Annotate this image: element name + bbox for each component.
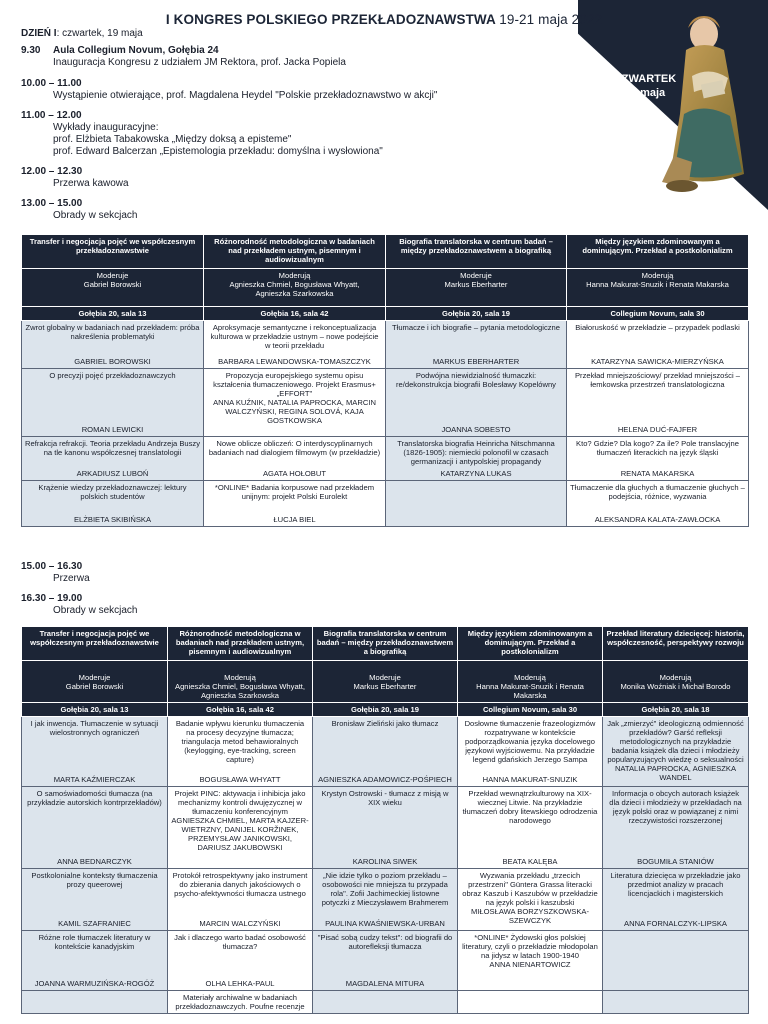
talk-cell (313, 931, 458, 991)
talk-title: Informacja o obcych autorach książek dla dzieci i młodzieży w przekładach na język polski oraz w powiązanej z nimi rzeczywistości rozszerzonej (609, 789, 742, 825)
talk-title: Dosłowne tłumaczenie frazeologizmów rozpatrywane w kontekście podporządkowania języka docelowego językowi wyjściowemu. Na przykładzie legend gdańskich Jerzego Sampa (464, 719, 596, 764)
talk-cell (567, 437, 749, 481)
agenda-time: 13.00 – 15.00 (21, 198, 83, 209)
talk-title: Jak „zmierzyć" ideologiczną odmienność przekładów? Garść refleksji metodologicznych na przykładzie badania książek dla dzieci i młodzieży popularyzujących wiedzę o seksualności (607, 719, 744, 764)
talk-title: Tłumaczenie dla głuchych a tłumaczenie głuchych – podejścia, różnice, wyzwania (570, 483, 745, 501)
badge-weekday: CZWARTEK (613, 73, 677, 85)
section-room: Collegium Novum, sala 30 (567, 307, 749, 321)
talk-author: ANNA BEDNARCZYK (57, 857, 132, 866)
talk-cell (168, 787, 313, 869)
section-moderators: Moderuje Gabriel Borowski (22, 269, 204, 307)
talk-author: ALEKSANDRA KALATA-ZAWŁOCKA (594, 515, 721, 524)
section-moderators: Moderują Hanna Makurat-Snuzik i Renata Makarska (458, 661, 603, 703)
talk-cell (22, 717, 168, 787)
talk-author: ARKADIUSZ LUBOŃ (76, 469, 149, 478)
section-header: Między językiem zdominowanym a dominującym. Przekład a postkolonializm (567, 235, 749, 269)
section-header: Różnorodność metodologiczna w badaniach nad przekładem ustnym, pisemnym i audiowizualnym (168, 627, 313, 661)
sessions-table-1 (21, 234, 749, 527)
talk-author: ANNA FORNALCZYK-LIPSKA (624, 919, 727, 928)
agenda-item (21, 593, 581, 617)
section-moderators: Moderuje Gabriel Borowski (22, 661, 168, 703)
talk-cell (567, 321, 749, 369)
talk-cell (22, 437, 204, 481)
talk-title: Protokół retrospektywny jako instrument do zbierania danych jakościowych o psycho-afektywności tłumacza ustnego (172, 871, 308, 898)
talk-cell (458, 931, 603, 991)
talk-cell (603, 787, 749, 869)
congress-name: I KONGRES POLSKIEGO PRZEKŁADOZNAWSTWA (165, 12, 496, 27)
talk-title: *ONLINE* Badania korpusowe nad przekładem unijnym: projekt Polski Eurolekt (214, 483, 375, 501)
talk-authors: MIŁOSŁAWA BORZYSZKOWSKA-SZEWCZYK (470, 907, 589, 925)
table-row (22, 369, 749, 437)
talk-title: Białoruskość w przekładzie – przypadek podlaski (575, 323, 740, 332)
talk-author: OLHA LEHKA-PAUL (205, 979, 275, 988)
page-title (0, 12, 768, 27)
talk-cell (386, 321, 567, 369)
talk-author: ELŻBIETA SKIBIŃSKA (73, 515, 152, 524)
talk-cell (603, 991, 749, 1014)
talk-title: Projekt PINC: aktywacja i inhibicja jako mechanizmy kontroli dwujęzycznej w tłumaczeniu konferencyjnym (174, 789, 306, 816)
talk-title: Literatura dziecięca w przekładzie jako przedmiot analizy w pracach licencjackich i magisterskich (610, 871, 741, 898)
talk-title: Wyzwania przekładu „trzecich przestrzeni" Güntera Grassa literacki obraz Kaszub i Kaszubów w przekładzie na język polski i kaszubski (462, 871, 598, 907)
talk-authors: NATALIA PAPROCKA, AGNIESZKA WANDEL (614, 764, 737, 782)
talk-title: Translatorska biografia Heinricha Nitschmanna (1826-1905): niemiecki polonofil w czasach germanizacji i antypolskiej propagandy (397, 439, 555, 466)
talk-author: KAROLINA SIWEK (352, 857, 418, 866)
talk-title: O samoświadomości tłumacza (na przykładzie autorskich kontrprzekładów) (27, 789, 162, 807)
agenda-line: prof. Elżbieta Tabakowska „Między doksą a episteme" (53, 134, 292, 145)
agenda-time: 9.30 (21, 45, 41, 56)
talk-title: Krystyn Ostrowski - tłumacz z misją w XIX wieku (321, 789, 449, 807)
table-row (22, 321, 749, 369)
talk-author: GABRIEL BOROWSKI (74, 357, 151, 366)
table-row (22, 717, 749, 787)
talk-title: Nowe oblicze obliczeń: O interdyscyplinarnych badaniach nad dialogiem filmowym (w przekładzie) (208, 439, 381, 457)
talk-cell (22, 787, 168, 869)
talk-title: „Nie idzie tylko o poziom przekładu – osobowości nie mniejsza tu przypada rola". Zofii Jachimeckiej listowne potyczki z Mieczysławem Brahmerem (321, 871, 449, 907)
talk-cell (313, 717, 458, 787)
sessions-table-2 (21, 626, 749, 1014)
section-room: Gołębia 16, sala 42 (168, 703, 313, 717)
talk-cell (204, 369, 386, 437)
section-room: Gołębia 20, sala 19 (313, 703, 458, 717)
talk-title: Refrakcja refrakcji. Teoria przekładu Andrzeja Buszy na tle kanonu współczesnej translatologii (25, 439, 201, 457)
talk-author: AGNIESZKA ADAMOWICZ-POŚPIECH (318, 775, 452, 784)
talk-cell (386, 481, 567, 527)
talk-title: Aproksymacje semantyczne i rekonceptualizacja kulturowa w przekładzie ustnym – nowe podejście w teorii przekładu (210, 323, 379, 350)
talk-cell (458, 869, 603, 931)
talk-author: RENATA MAKARSKA (620, 469, 695, 478)
agenda-line: Obrady w sekcjach (53, 210, 138, 221)
agenda-item (21, 198, 581, 222)
talk-title: Postkolonialne konteksty tłumaczenia prozy queerowej (31, 871, 158, 889)
talk-title: Jak i dlaczego warto badać osobowość tłumacza? (174, 933, 306, 951)
talk-title: O precyzji pojęć przekładoznawczych (49, 371, 176, 380)
talk-cell (603, 869, 749, 931)
talk-author: ŁUCJA BIEL (273, 515, 316, 524)
talk-author: BEATA KALĘBA (502, 857, 558, 866)
agenda-item (21, 166, 581, 190)
talk-title: Bronisław Zieliński jako tłumacz (331, 719, 439, 728)
table-row (22, 931, 749, 991)
agenda-line: Wystąpienie otwierające, prof. Magdalena Heydel "Polskie przekładoznawstwo w akcji" (53, 90, 438, 101)
talk-cell (22, 991, 168, 1014)
talk-title: Zwrot globalny w badaniach nad przekładem: próba nakreślenia problematyki (25, 323, 200, 341)
talk-title: I jak inwencja. Tłumaczenie w sytuacji wielostronnych ograniczeń (30, 719, 159, 737)
section-room: Gołębia 16, sala 42 (204, 307, 386, 321)
talk-author: ROMAN LEWICKI (81, 425, 144, 434)
agenda-time: 15.00 – 16.30 (21, 561, 83, 572)
talk-title: Propozycja europejskiego systemu opisu kształcenia tłumaczeniowego. Projekt Erasmus+ „EFFORT" (213, 371, 376, 398)
agenda-line: Wykłady inauguracyjne: (53, 122, 159, 133)
talk-cell (567, 481, 749, 527)
table-row (22, 787, 749, 869)
talk-title: Przekład mniejszościowy/ przekład mniejszości – łemkowska przestrzeń translatologiczna (574, 371, 740, 389)
talk-author: KAMIL SZAFRANIEC (58, 919, 131, 928)
agenda-line: Przerwa kawowa (53, 178, 129, 189)
talk-author: BOGUMIŁA STANIÓW (637, 857, 714, 866)
talk-title: Tłumacze i ich biografie – pytania metodologiczne (392, 323, 560, 332)
talk-author: PAULINA KWAŚNIEWSKA-URBAN (325, 919, 445, 928)
day-heading (21, 28, 143, 39)
section-header: Transfer i negocjacja pojęć we współczesnym przekładoznawstwie (22, 235, 204, 269)
talk-cell (22, 321, 204, 369)
talk-title: "Pisać sobą cudzy tekst": od biografii do autorefleksji tłumacza (317, 933, 453, 951)
talk-author: KATARZYNA LUKAS (440, 469, 512, 478)
talk-author: MARTA KAŹMIERCZAK (53, 775, 136, 784)
talk-author: MARCIN WALCZYŃSKI (199, 919, 281, 928)
talk-author: AGATA HOŁOBUT (262, 469, 326, 478)
section-room: Gołębia 20, sala 19 (386, 307, 567, 321)
talk-cell (22, 369, 204, 437)
agenda-time: 10.00 – 11.00 (21, 78, 82, 89)
talk-author: BOGUSŁAWA WHYATT (199, 775, 281, 784)
section-room: Collegium Novum, sala 30 (458, 703, 603, 717)
section-room: Gołębia 20, sala 18 (603, 703, 749, 717)
talk-cell (458, 717, 603, 787)
talk-cell (386, 369, 567, 437)
talk-title: Badanie wpływu kierunku tłumaczenia na procesy decyzyjne tłumacza; triangulacja metod behawioralnych (keylogging, eye-tracking, screen capture) (175, 719, 305, 764)
talk-cell (458, 787, 603, 869)
talk-cell (567, 369, 749, 437)
talk-author: HELENA DUĆ-FAJFER (617, 425, 698, 434)
section-moderators: Moderują Monika Woźniak i Michał Borodo (603, 661, 749, 703)
agenda-item (21, 45, 581, 69)
talk-title: Przekład wewnątrzkulturowy na XIX-wiecznej Litwie. Na przykładzie tłumaczeń dobry litewskiego odrodzenia narodowego (462, 789, 598, 825)
talk-cell (22, 869, 168, 931)
table-row (22, 991, 749, 1014)
section-header: Biografia translatorska w centrum badań – między przekładoznawstwem a biografiką (386, 235, 567, 269)
talk-author: MARKUS EBERHARTER (432, 357, 520, 366)
agenda-time: 11.00 – 12.00 (21, 110, 82, 121)
section-header: Biografia translatorska w centrum badań – między przekładoznawstwem a biografiką (313, 627, 458, 661)
talk-author: MAGDALENA MITURA (345, 979, 425, 988)
talk-title: Materiały archiwalne w badaniach przekładoznawczych. Poufne recenzje (175, 993, 305, 1011)
talk-author: JOANNA WARMUZIŃSKA-ROGÓŻ (34, 979, 155, 988)
talk-author: JOANNA SOBESTO (441, 425, 511, 434)
talk-cell (168, 931, 313, 991)
talk-cell (603, 717, 749, 787)
agenda-item (21, 110, 581, 158)
talk-cell (603, 931, 749, 991)
section-header: Różnorodność metodologiczna w badaniach nad przekładem ustnym, pisemnym i audiowizualnym (204, 235, 386, 269)
section-header: Przekład literatury dziecięcej: historia, współczesność, perspektywy rozwoju (603, 627, 749, 661)
section-header: Między językiem zdominowanym a dominującym. Przekład a postkolonializm (458, 627, 603, 661)
talk-title: Krążenie wiedzy przekładoznawczej: lektury polskich studentów (38, 483, 187, 501)
talk-cell (313, 787, 458, 869)
talk-cell (22, 931, 168, 991)
talk-cell (168, 869, 313, 931)
talk-cell (168, 717, 313, 787)
talk-title: Kto? Gdzie? Dla kogo? Za ile? Pole translacyjne tłumaczeń literackich na język śląski (576, 439, 739, 457)
section-room: Gołębia 20, sala 13 (22, 307, 204, 321)
talk-cell (313, 991, 458, 1014)
section-moderators: Moderują Agnieszka Chmiel, Bogusława Whyatt, Agnieszka Szarkowska (204, 269, 386, 307)
talk-cell (204, 481, 386, 527)
statue-image (644, 6, 764, 202)
talk-title: *ONLINE* Żydowski głos polskiej literatury, czyli o przekładzie młodopolan na jidysz w latach 1900-1940 (462, 933, 598, 960)
day-badge (600, 72, 690, 100)
talk-authors: ANNA KUŹNIK, NATALIA PAPROCKA, MARCIN WALCZYŃSKI, REGINA SOLOVÁ, KAJA GOSTKOWSKA (213, 398, 376, 425)
talk-cell (204, 321, 386, 369)
congress-dates: 19-21 maja 2022 (499, 12, 603, 27)
agenda-time: 16.30 – 19.00 (21, 593, 83, 604)
day-label: DZIEŃ I (21, 28, 57, 39)
agenda-item (21, 561, 581, 585)
talk-cell (22, 481, 204, 527)
talk-authors: AGNIESZKA CHMIEL, MARTA KAJZER-WIETRZNY, DANIJEL KORŽINEK, PRZEMYSŁAW JANIKOWSKI, DARIUSZ JAKUBOWSKI (171, 816, 309, 852)
talk-author: KATARZYNA SAWICKA-MIERZYŃSKA (591, 357, 724, 366)
section-header: Transfer i negocjacja pojęć we współczesnym przekładoznawstwie (22, 627, 168, 661)
agenda-line: Przerwa (53, 573, 90, 584)
talk-cell (168, 991, 313, 1014)
table-row (22, 481, 749, 527)
section-moderators: Moderują Agnieszka Chmiel, Bogusława Whyatt, Agnieszka Szarkowska (168, 661, 313, 703)
section-moderators: Moderuje Markus Eberharter (313, 661, 458, 703)
agenda-line: prof. Edward Balcerzan „Epistemologia przekładu: domyślna i wysłowiona" (53, 146, 383, 157)
talk-cell (386, 437, 567, 481)
section-moderators: Moderuje Markus Eberharter (386, 269, 567, 307)
talk-cell (204, 437, 386, 481)
badge-date: 19 maja (624, 87, 666, 99)
agenda-title: Aula Collegium Novum, Gołębia 24 (53, 45, 219, 56)
agenda-time: 12.00 – 12.30 (21, 166, 83, 177)
talk-cell (313, 869, 458, 931)
section-moderators: Moderują Hanna Makurat-Snuzik i Renata Makarska (567, 269, 749, 307)
agenda-line: Obrady w sekcjach (53, 605, 138, 616)
talk-title: Różne role tłumaczek literatury w kontekście kanadyjskim (38, 933, 151, 951)
talk-authors: ANNA NIENARTOWICZ (489, 960, 571, 969)
talk-cell (458, 991, 603, 1014)
table-row (22, 437, 749, 481)
agenda-item (21, 78, 581, 102)
day-date: : czwartek, 19 maja (56, 28, 143, 39)
talk-author: BARBARA LEWANDOWSKA-TOMASZCZYK (218, 357, 371, 366)
talk-author: HANNA MAKURAT-SNUZIK (482, 775, 578, 784)
talk-title: Podwójna niewidzialność tłumaczki: re/dekonstrukcja biografii Bolesławy Kopelówny (396, 371, 556, 389)
agenda-line: Inauguracja Kongresu z udziałem JM Rektora, prof. Jacka Popiela (53, 57, 346, 68)
table-row (22, 869, 749, 931)
section-room: Gołębia 20, sala 13 (22, 703, 168, 717)
